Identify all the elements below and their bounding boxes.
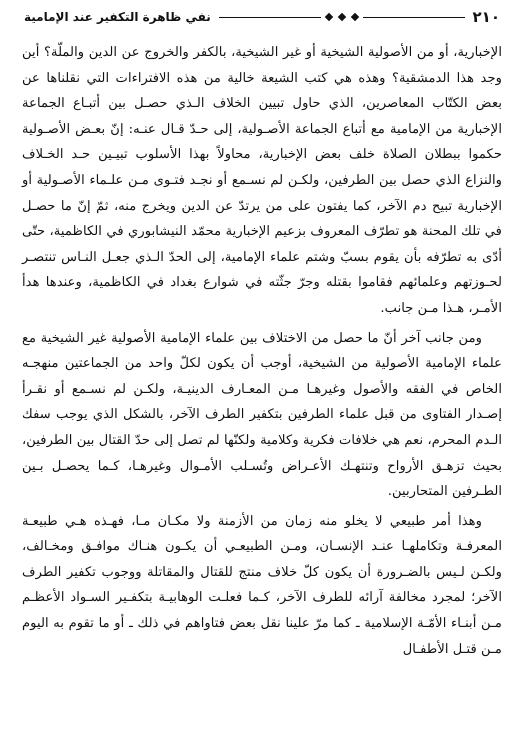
page-number: ٢١٠ xyxy=(472,8,500,26)
page-header xyxy=(24,6,500,28)
paragraph: ومن جانب آخر أنّ ما حصل من الاختلاف بين علماء الإمامية الأصولية غير الشيخية مع علماء الإمامية الأصولية من الشيخية، أوجب أن يكون لكلّ واحد من الجماعتين منهجـه الخاص في الفقه والأصول وغيرهـا مـن المعـارف الدينيـة، ولكـن لم نسـمع أو نقـرأ إصـدار الفتاوى من قبل علماء الطرفين بتكفير الطرف الآخر، بالشكل الذي يوجب سفك الـدم المحرم، نعم هي خلافات فكرية وكلامية ولكنّها لم تصل إلى حدّ القتال بين الطرفين، بحيث تزهـق الأرواح وتنتهـك الأعـراض وتُسـلب الأمـوال وغيرهـا، كـما يحصـل بـين الطـرفين المتحاربين. xyxy=(22,330,502,500)
paragraph: وهذا أمر طبيعي لا يخلو منه زمان من الأزمنة ولا مكـان مـا، فهـذه هـي طبيعـة المعرفـة وتكاملهـا عنـد الإنسـان، ومـن الطبيعـي أن يكـون هنـاك موافـق ومخـالف، ولكـن لـيس بالضـرورة أن يكون كلّ خلاف منتج للقتال والمقاتلة ووجوب تكفير الطرف الآخر؛ لمجرد مخالفة آرائه للطرف الآخر، كـما فعلـت الوهابيـة بتكفـير السـواد الأعظـم مـن أبنـاء الأمّـة الإسلامية ـ كما مرّ علينا نقل بعض فتاواهم في ذلك ـ أو ما تقوم به اليوم مـن قتـل الأطفـال xyxy=(22,513,502,657)
header-rule xyxy=(219,14,465,20)
header-rule-line xyxy=(363,17,465,18)
page-body xyxy=(22,40,502,666)
paragraph: الإخبارية، أو من الأصولية الشيخية أو غير الشيخية، بالكفر والخروج عن الدين والملّة؟ أين وجد هذا الدمشقية؟ وهذه هي كتب الشيعة خالية من هذه الافتراءات التي نقلناها عن بعض الكتّاب المعاصرين، الذي حاول تبيين الخلاف الـذي حصـل بين أتبـاع الجماعة الإخبارية من الإمامية مع أتباع الجماعة الأصـولية، إلى حـدّ قـال عنـه: إنّ بعـض الأصـولية حكموا ببطلان الصلاة خلف بعض الإخبارية، محاولاً بهذا الأسلوب تبيـين حـد الخـلاف والنزاع الذي حصل بين الطرفين، ولكـن لم نسـمع أو نجـد فتـوى مـن علـماء الأصـولية أو الإخبارية تبيح دم الآخر، كما يفتون على من يرتدّ عن الدين ويخرج منه، ثمّ إنّ ما حصـل في تلك المحنة هو تطرّف المعروف بزعيم الإخبارية محمّد النيشابوري في الكاظمية، حتّى أدّى به تطرّفه بأن يقوم بسبّ وشتم علماء الإمامية، إلى الحدّ الـذي جعـل النـاس تنتصـر لحـوزتهم وعلمائهم فقاموا بقتله وجرّ جثّته في شوارع بغداد في الكاظمية، وعندها هدأ الأمـر، هـذا مـن جانب. xyxy=(22,45,502,316)
diamond-ornament-icon xyxy=(324,13,332,21)
running-title: نفي ظاهرة التكفير عند الإمامية xyxy=(24,10,211,24)
header-rule-line xyxy=(219,17,321,18)
diamond-ornament-icon xyxy=(337,13,345,21)
diamond-ornament-icon xyxy=(350,13,358,21)
